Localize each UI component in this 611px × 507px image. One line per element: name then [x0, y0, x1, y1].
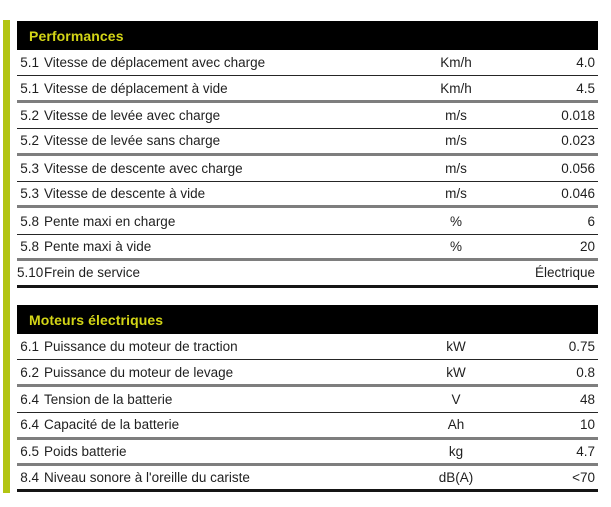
table-row	[17, 440, 598, 466]
row-label: Vitesse de levée avec charge	[44, 107, 221, 123]
row-value: 0.056	[561, 160, 595, 176]
row-value: <70	[572, 470, 595, 486]
row-label: Capacité de la batterie	[44, 417, 180, 433]
row-label: Vitesse de déplacement à vide	[44, 80, 228, 96]
row-value: 6	[587, 213, 595, 229]
row-unit: %	[449, 213, 462, 229]
row-unit: %	[449, 238, 462, 254]
table-row	[17, 413, 598, 439]
row-unit: dB(A)	[438, 470, 474, 486]
row-label: Niveau sonore à l'oreille du cariste	[44, 470, 250, 486]
row-index: 6.4	[20, 417, 39, 433]
row-index: 6.1	[20, 339, 39, 355]
performances-table-rows	[17, 50, 598, 288]
row-index: 6.4	[20, 391, 39, 407]
row-label: Vitesse de déplacement avec charge	[44, 55, 266, 71]
row-label: Frein de service	[44, 265, 141, 281]
table-row	[17, 182, 598, 208]
table-row	[17, 50, 598, 76]
row-unit: Ah	[447, 417, 465, 433]
row-label: Puissance du moteur de traction	[44, 339, 238, 355]
row-index: 5.3	[20, 160, 39, 176]
row-label: Pente maxi en charge	[44, 213, 176, 229]
row-unit: Km/h	[440, 80, 472, 96]
performances-table-header	[17, 21, 598, 50]
row-value: 0.018	[561, 107, 595, 123]
row-unit: kW	[446, 339, 466, 355]
table-row	[17, 466, 598, 492]
table-row	[17, 261, 598, 287]
row-label: Pente maxi à vide	[44, 238, 152, 254]
row-label: Poids batterie	[44, 443, 127, 459]
row-label: Vitesse de descente à vide	[44, 186, 206, 202]
performances-table-title: Performances	[29, 27, 124, 44]
row-unit: kg	[448, 443, 464, 459]
row-index: 5.8	[20, 213, 39, 229]
row-value: 48	[579, 391, 595, 407]
moteurs-electriques-table	[17, 305, 598, 492]
row-index: 6.2	[20, 364, 39, 380]
row-label: Puissance du moteur de levage	[44, 364, 234, 380]
row-value: Électrique	[534, 265, 595, 281]
table-row	[17, 208, 598, 234]
row-index: 6.5	[20, 443, 39, 459]
row-unit: Km/h	[440, 55, 472, 71]
row-unit: V	[451, 391, 461, 407]
row-index: 5.2	[20, 107, 39, 123]
table-row	[17, 334, 598, 360]
moteurs-electriques-table-header	[17, 305, 598, 334]
table-row	[17, 360, 598, 386]
moteurs-electriques-table-rows	[17, 334, 598, 492]
row-index: 5.1	[20, 55, 39, 71]
row-unit: m/s	[445, 107, 467, 123]
performances-table	[17, 21, 598, 288]
row-value: 0.8	[576, 364, 595, 380]
row-label: Vitesse de descente avec charge	[44, 160, 243, 176]
table-row	[17, 156, 598, 182]
table-row	[17, 129, 598, 155]
row-value: 0.75	[568, 339, 595, 355]
table-row	[17, 387, 598, 413]
row-unit: m/s	[445, 186, 467, 202]
row-index: 8.4	[20, 470, 39, 486]
row-value: 4.7	[576, 443, 595, 459]
row-unit: m/s	[445, 133, 467, 149]
row-value: 0.023	[561, 133, 595, 149]
table-row	[17, 103, 598, 129]
accent-bar	[3, 20, 10, 493]
row-index: 5.3	[20, 186, 39, 202]
table-row	[17, 235, 598, 261]
row-label: Tension de la batterie	[44, 391, 173, 407]
row-index: 5.8	[20, 238, 39, 254]
moteurs-electriques-table-title: Moteurs électriques	[29, 311, 164, 328]
row-value: 4.0	[576, 55, 595, 71]
row-value: 4.5	[576, 80, 595, 96]
row-value: 10	[579, 417, 595, 433]
row-label: Vitesse de levée sans charge	[44, 133, 221, 149]
table-row	[17, 76, 598, 102]
row-index: 5.2	[20, 133, 39, 149]
row-index: 5.1	[20, 80, 39, 96]
row-unit: m/s	[445, 160, 467, 176]
row-value: 0.046	[561, 186, 595, 202]
row-unit: kW	[446, 364, 466, 380]
row-value: 20	[579, 238, 595, 254]
row-index: 5.10	[17, 265, 44, 281]
